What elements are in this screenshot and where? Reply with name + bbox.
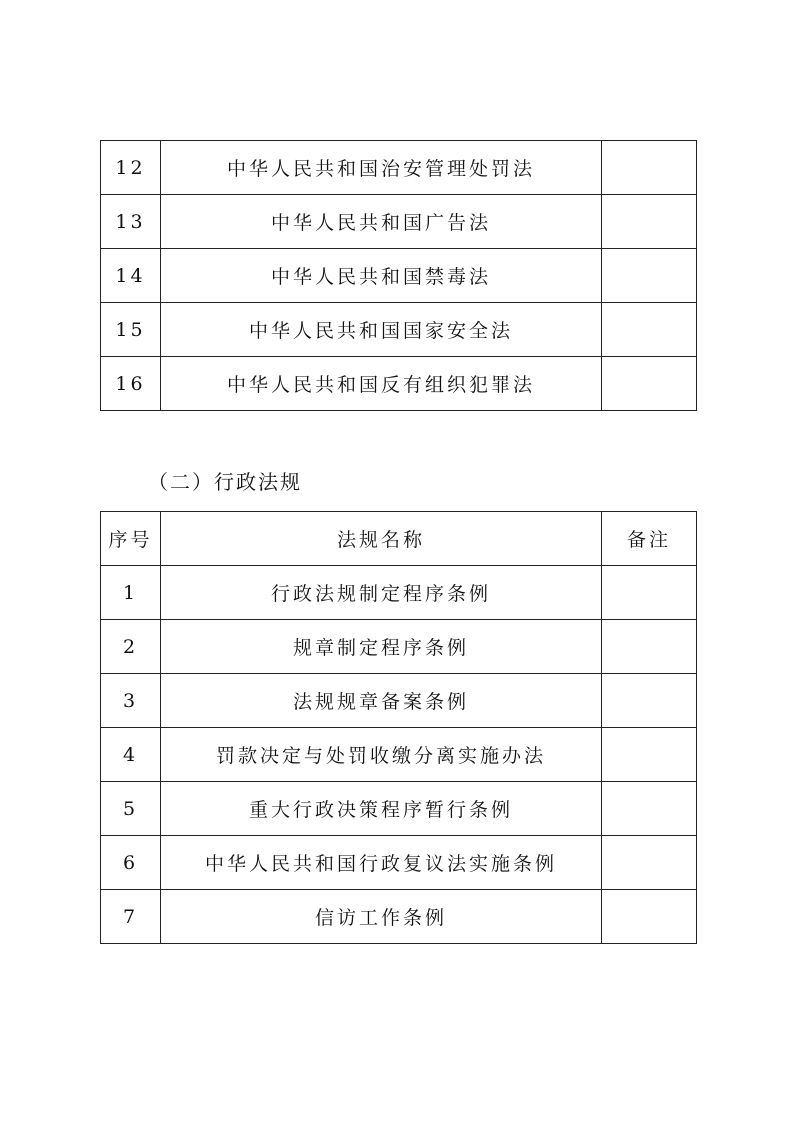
table-row [101,620,697,674]
regulation-name: 行政法规制定程序条例 [161,566,602,620]
remark-cell [602,674,697,728]
table-row [101,249,697,303]
remark-cell [602,890,697,944]
remark-cell [602,141,697,195]
table-row [101,141,697,195]
law-name: 中华人民共和国国家安全法 [161,303,602,357]
table-row [101,357,697,411]
table-row [101,303,697,357]
law-name: 中华人民共和国治安管理处罚法 [161,141,602,195]
header-remark: 备注 [602,512,697,566]
table-row [101,782,697,836]
law-name: 中华人民共和国广告法 [161,195,602,249]
table-row [101,195,697,249]
remark-cell [602,303,697,357]
table-row [101,836,697,890]
remark-cell [602,249,697,303]
laws-table-continued [100,140,697,411]
row-number: 14 [101,249,161,303]
row-number: 6 [101,836,161,890]
remark-cell [602,620,697,674]
remark-cell [602,782,697,836]
table-row [101,728,697,782]
law-name: 中华人民共和国禁毒法 [161,249,602,303]
remark-cell [602,836,697,890]
table-header-row [101,512,697,566]
row-number: 4 [101,728,161,782]
row-number: 7 [101,890,161,944]
administrative-regulations-table [100,511,697,944]
row-number: 3 [101,674,161,728]
law-name: 中华人民共和国反有组织犯罪法 [161,357,602,411]
regulation-name: 法规规章备案条例 [161,674,602,728]
regulation-name: 规章制定程序条例 [161,620,602,674]
regulation-name: 重大行政决策程序暂行条例 [161,782,602,836]
header-number: 序号 [101,512,161,566]
table-row [101,674,697,728]
regulation-name: 中华人民共和国行政复议法实施条例 [161,836,602,890]
row-number: 12 [101,141,161,195]
regulation-name: 信访工作条例 [161,890,602,944]
row-number: 1 [101,566,161,620]
header-name: 法规名称 [161,512,602,566]
table-row [101,890,697,944]
row-number: 5 [101,782,161,836]
row-number: 2 [101,620,161,674]
remark-cell [602,195,697,249]
section-heading-administrative-regulations: （二）行政法规 [148,470,302,494]
row-number: 15 [101,303,161,357]
remark-cell [602,728,697,782]
remark-cell [602,357,697,411]
remark-cell [602,566,697,620]
row-number: 13 [101,195,161,249]
regulation-name: 罚款决定与处罚收缴分离实施办法 [161,728,602,782]
table-row [101,566,697,620]
row-number: 16 [101,357,161,411]
